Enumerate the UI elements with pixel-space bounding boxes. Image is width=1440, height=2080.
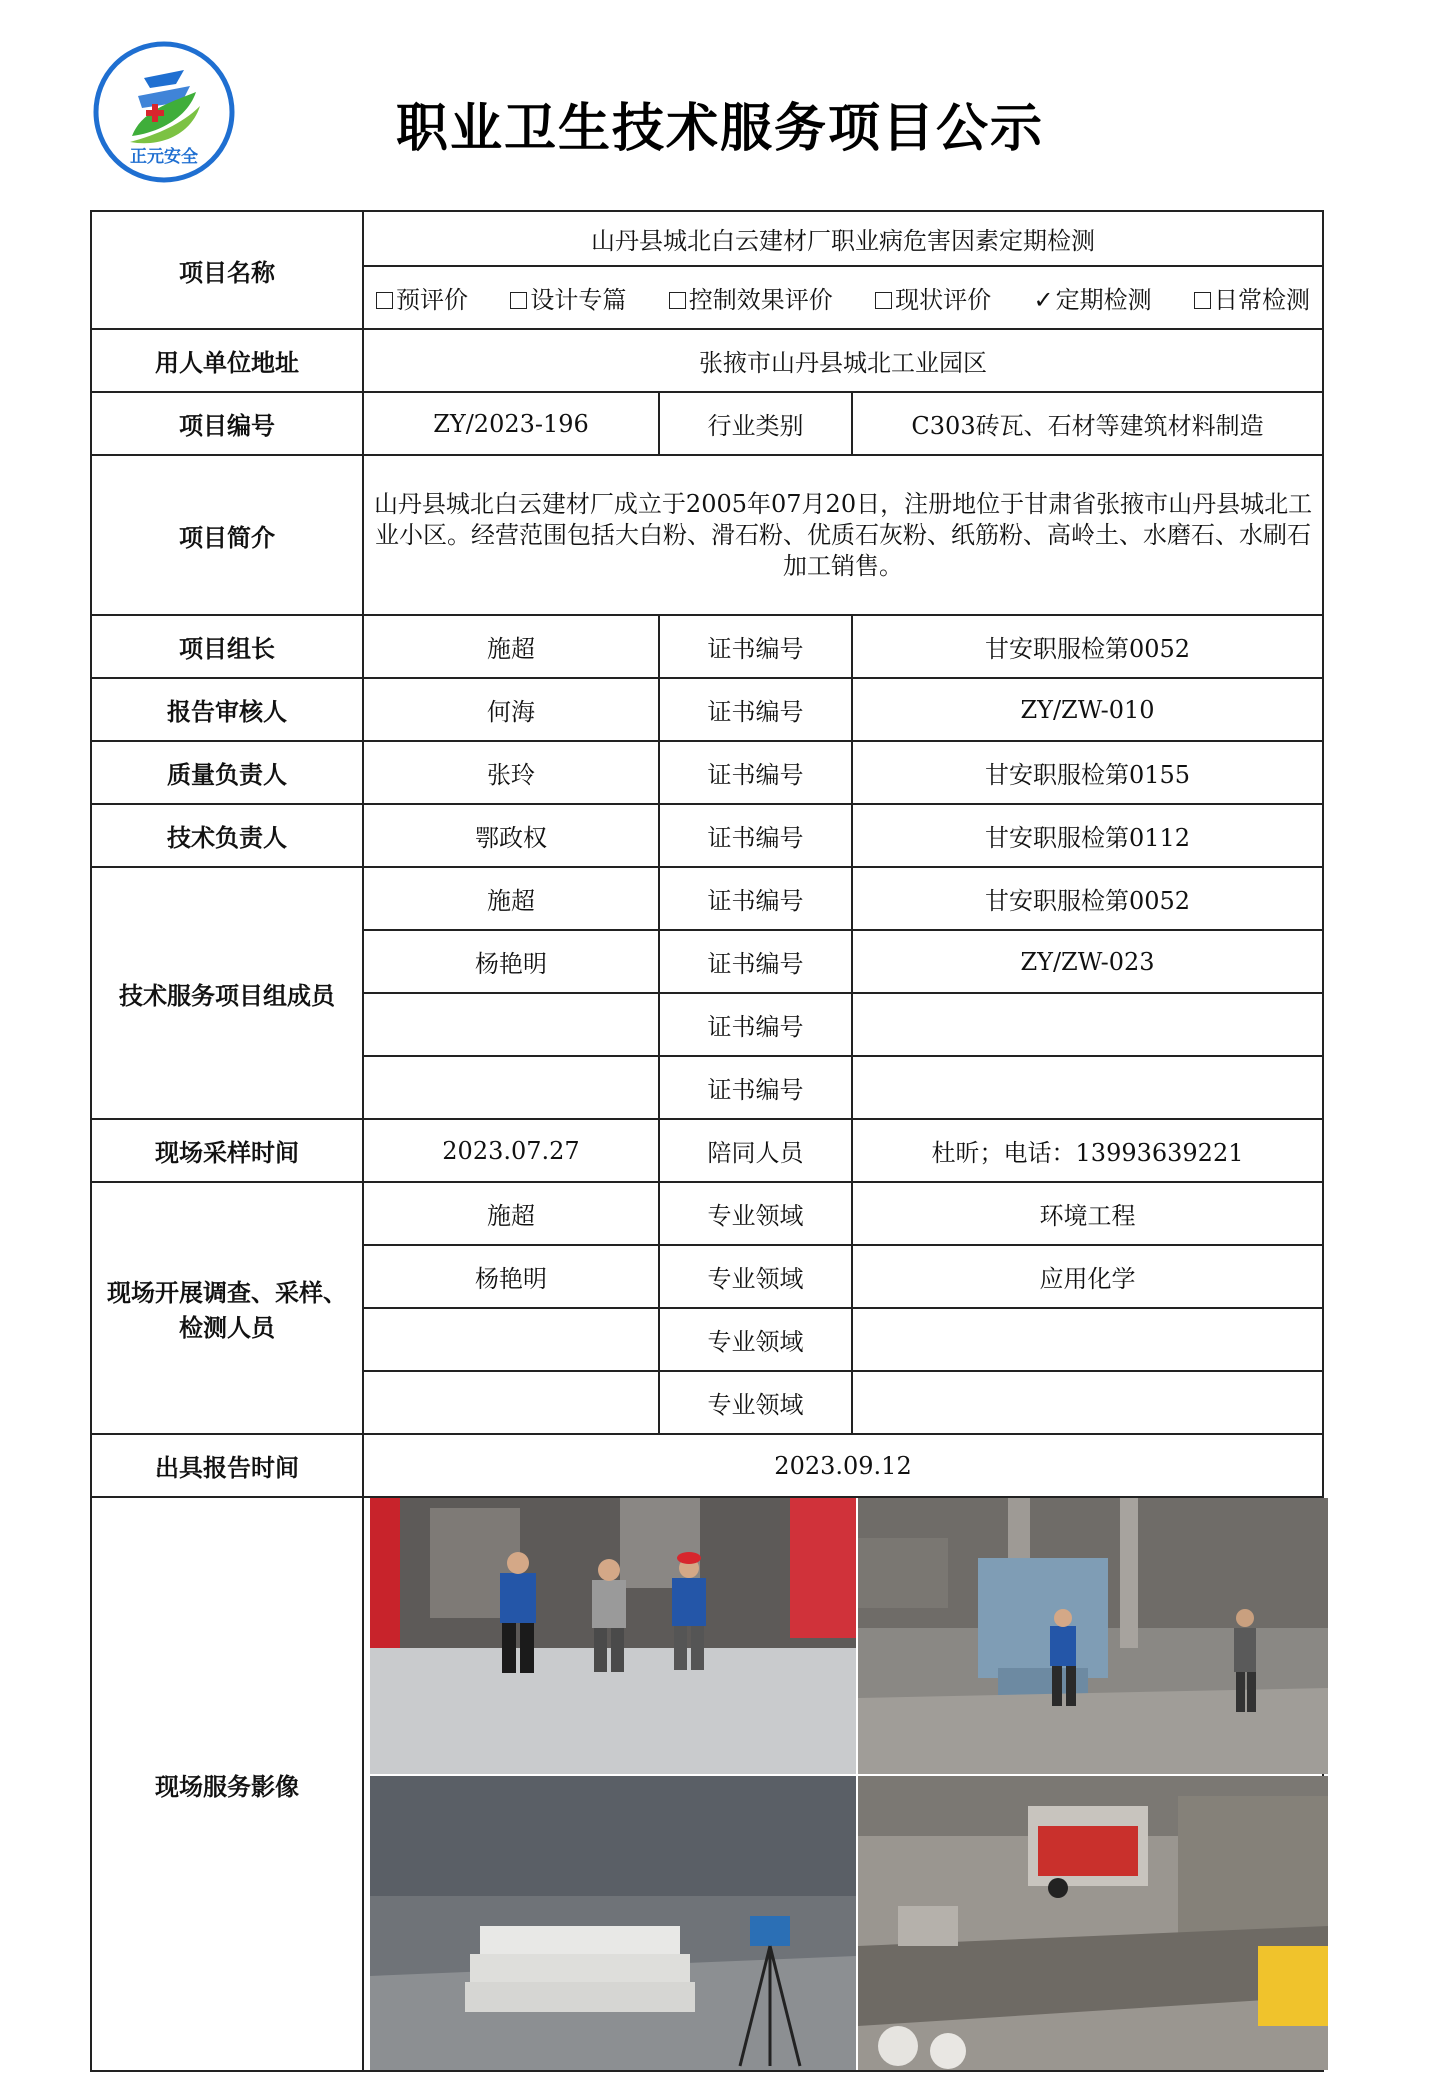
staff-name bbox=[363, 1371, 659, 1434]
cert-label: 证书编号 bbox=[659, 741, 852, 804]
project-type-label: 现状评价 bbox=[895, 286, 992, 314]
companion-label: 陪同人员 bbox=[659, 1119, 852, 1182]
leader-role: 技术负责人 bbox=[91, 804, 363, 867]
report-date-value: 2023.09.12 bbox=[363, 1434, 1323, 1497]
leader-role: 质量负责人 bbox=[91, 741, 363, 804]
cert-value: 甘安职服检第0155 bbox=[852, 741, 1323, 804]
address-label: 用人单位地址 bbox=[91, 329, 363, 392]
cert-label: 证书编号 bbox=[659, 1056, 852, 1119]
cert-value: 甘安职服检第0112 bbox=[852, 804, 1323, 867]
checkbox-icon bbox=[669, 292, 686, 309]
member-name: 杨艳明 bbox=[363, 930, 659, 993]
leader-role: 报告审核人 bbox=[91, 678, 363, 741]
cert-value bbox=[852, 993, 1323, 1056]
photos-label: 现场服务影像 bbox=[91, 1497, 363, 2071]
site-photo-group bbox=[370, 1498, 856, 1774]
logo-text: 正元安全 bbox=[130, 147, 198, 167]
cert-label: 证书编号 bbox=[659, 804, 852, 867]
cert-value: 甘安职服检第0052 bbox=[852, 615, 1323, 678]
sampling-date: 2023.07.27 bbox=[363, 1119, 659, 1182]
leader-name: 张玲 bbox=[363, 741, 659, 804]
leader-row bbox=[91, 804, 1323, 867]
project-type-label: 预评价 bbox=[396, 286, 468, 314]
cert-label: 证书编号 bbox=[659, 678, 852, 741]
leader-row bbox=[91, 615, 1323, 678]
staff-name: 杨艳明 bbox=[363, 1245, 659, 1308]
info-table bbox=[90, 210, 1324, 2072]
cert-label: 证书编号 bbox=[659, 930, 852, 993]
staff-name bbox=[363, 1308, 659, 1371]
field-label: 专业领域 bbox=[659, 1371, 852, 1434]
cert-label: 证书编号 bbox=[659, 615, 852, 678]
project-type-option bbox=[510, 280, 626, 315]
project-type-option bbox=[875, 280, 991, 315]
cert-value: ZY/ZW-010 bbox=[852, 678, 1323, 741]
page-title: 职业卫生技术服务项目公示 bbox=[395, 99, 1044, 159]
checkbox-icon bbox=[510, 292, 527, 309]
project-type-option bbox=[1194, 280, 1310, 315]
intro-label: 项目简介 bbox=[91, 455, 363, 615]
leader-row bbox=[91, 741, 1323, 804]
project-type-label: 控制效果评价 bbox=[688, 286, 833, 314]
site-photo-machinery bbox=[858, 1498, 1328, 1774]
leader-name: 施超 bbox=[363, 615, 659, 678]
project-type-option bbox=[376, 280, 468, 315]
member-name bbox=[363, 993, 659, 1056]
project-type-label: 定期检测 bbox=[1055, 286, 1152, 314]
project-type-option bbox=[1034, 280, 1152, 315]
project-no-value: ZY/2023-196 bbox=[363, 392, 659, 455]
intro-text: 山丹县城北白云建材厂成立于2005年07月20日，注册地位于甘肃省张掖市山丹县城北工业小区。经营范围包括大白粉、滑石粉、优质石灰粉、纸筋粉、高岭土、水磨石、水刷石加工销售。 bbox=[363, 455, 1323, 615]
leader-name: 鄂政权 bbox=[363, 804, 659, 867]
photo-grid bbox=[363, 1497, 1323, 2071]
member-name: 施超 bbox=[363, 867, 659, 930]
cert-label: 证书编号 bbox=[659, 867, 852, 930]
industry-value: C303砖瓦、石材等建筑材料制造 bbox=[852, 392, 1323, 455]
field-value bbox=[852, 1371, 1323, 1434]
staff-name: 施超 bbox=[363, 1182, 659, 1245]
site-photo-conveyor bbox=[858, 1776, 1328, 2070]
sampling-label: 现场采样时间 bbox=[91, 1119, 363, 1182]
field-label: 专业领域 bbox=[659, 1182, 852, 1245]
field-value: 应用化学 bbox=[852, 1245, 1323, 1308]
site-photo-sacks bbox=[370, 1776, 856, 2070]
cert-value: 甘安职服检第0052 bbox=[852, 867, 1323, 930]
checkbox-icon bbox=[1194, 292, 1211, 309]
industry-label: 行业类别 bbox=[659, 392, 852, 455]
companion-value: 杜昕；电话：13993639221 bbox=[852, 1119, 1323, 1182]
field-value: 环境工程 bbox=[852, 1182, 1323, 1245]
cert-label: 证书编号 bbox=[659, 993, 852, 1056]
project-type-label: 日常检测 bbox=[1213, 286, 1310, 314]
field-staff-label: 现场开展调查、采样、检测人员 bbox=[91, 1182, 363, 1434]
project-type-label: 设计专篇 bbox=[530, 286, 627, 314]
leader-name: 何海 bbox=[363, 678, 659, 741]
project-type-option bbox=[669, 280, 833, 315]
checkbox-icon bbox=[875, 292, 892, 309]
checkbox-icon bbox=[376, 292, 393, 309]
project-name-label: 项目名称 bbox=[91, 211, 363, 329]
leader-row bbox=[91, 678, 1323, 741]
address-value: 张掖市山丹县城北工业园区 bbox=[363, 329, 1323, 392]
check-mark-icon: ✓ bbox=[1033, 286, 1054, 314]
report-date-label: 出具报告时间 bbox=[91, 1434, 363, 1497]
cert-value bbox=[852, 1056, 1323, 1119]
project-no-label: 项目编号 bbox=[91, 392, 363, 455]
member-name bbox=[363, 1056, 659, 1119]
field-value bbox=[852, 1308, 1323, 1371]
members-label: 技术服务项目组成员 bbox=[91, 867, 363, 1119]
project-type-options bbox=[363, 266, 1323, 329]
cert-value: ZY/ZW-023 bbox=[852, 930, 1323, 993]
leader-role: 项目组长 bbox=[91, 615, 363, 678]
field-label: 专业领域 bbox=[659, 1308, 852, 1371]
project-name-value: 山丹县城北白云建材厂职业病危害因素定期检测 bbox=[363, 211, 1323, 266]
field-label: 专业领域 bbox=[659, 1245, 852, 1308]
